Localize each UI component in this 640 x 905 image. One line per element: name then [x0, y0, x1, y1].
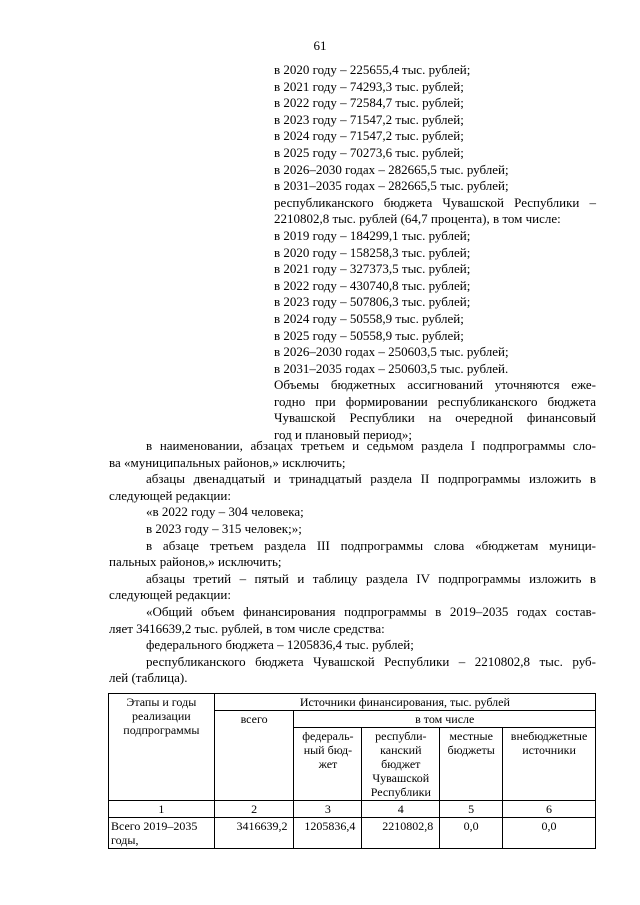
header-republic: республи-канский бюджет Чувашской Республики	[362, 728, 440, 801]
text-line: в 2023 году – 71547,2 тыс. рублей;	[274, 111, 464, 127]
text-line: республиканского бюджета Чувашской Республики –	[274, 194, 596, 210]
column-number: 1	[109, 801, 215, 818]
header-including: в том числе	[294, 711, 596, 728]
text-line: в 2026–2030 годах – 250603,5 тыс. рублей;	[274, 344, 509, 360]
text-line: лей (таблица).	[109, 670, 188, 686]
row-label: Всего 2019–2035 годы,	[109, 818, 215, 849]
column-number: 6	[503, 801, 596, 818]
text-line: в 2022 году – 430740,8 тыс. рублей;	[274, 277, 471, 293]
header-extra-budget: внебюджетные источники	[503, 728, 596, 801]
text-line: в 2020 году – 225655,4 тыс. рублей;	[274, 62, 471, 77]
column-number: 2	[214, 801, 294, 818]
text-line: в абзаце третьем раздела III подпрограммы слова «бюджетам муници-	[146, 537, 596, 553]
column-number: 4	[362, 801, 440, 818]
text-line: федерального бюджета – 1205836,4 тыс. рублей;	[146, 637, 414, 653]
column-numbers-row	[109, 801, 596, 818]
text-line: в 2031–2035 годах – 282665,5 тыс. рублей;	[274, 178, 509, 194]
text-line: в 2023 году – 507806,3 тыс. рублей;	[274, 294, 471, 310]
text-line: в 2025 году – 70273,6 тыс. рублей;	[274, 144, 464, 160]
cell-total: 3416639,2	[214, 818, 294, 849]
text-line: абзацы двенадцатый и тринадцатый раздела II подпрограммы изложить в	[146, 471, 596, 487]
text-line: в наименовании, абзацах третьем и седьмом раздела I подпрограммы сло-	[146, 438, 596, 453]
text-line: «Общий объем финансирования подпрограммы в 2019–2035 годах состав-	[146, 603, 596, 619]
text-line: следующей редакции:	[109, 587, 231, 603]
text-line: республиканского бюджета Чувашской Республики – 2210802,8 тыс. руб-	[146, 653, 596, 669]
text-line: следующей редакции:	[109, 487, 231, 503]
text-line: в 2021 году – 327373,5 тыс. рублей;	[274, 261, 471, 277]
text-line: в 2021 году – 74293,3 тыс. рублей;	[274, 78, 464, 94]
cell-republic: 2210802,8	[362, 818, 440, 849]
cell-extra-budget: 0,0	[503, 818, 596, 849]
text-line: в 2024 году – 71547,2 тыс. рублей;	[274, 128, 464, 144]
text-line: в 2026–2030 годах – 282665,5 тыс. рублей;	[274, 161, 509, 177]
text-line: в 2024 году – 50558,9 тыс. рублей;	[274, 310, 464, 326]
financing-table	[108, 693, 596, 849]
text-line: ва «муниципальных районов,» исключить;	[109, 454, 346, 470]
cell-local: 0,0	[440, 818, 503, 849]
text-line: в 2020 году – 158258,3 тыс. рублей;	[274, 244, 471, 260]
header-federal: федераль-ный бюд-жет	[294, 728, 362, 801]
text-line: годно при формировании республиканского бюджета	[274, 393, 596, 409]
text-line: в 2025 году – 50558,9 тыс. рублей;	[274, 327, 464, 343]
financing-by-years-column	[274, 62, 596, 444]
text-line: в 2022 году – 72584,7 тыс. рублей;	[274, 95, 464, 111]
page-number: 61	[313, 38, 327, 53]
cell-federal: 1205836,4	[294, 818, 362, 849]
table-row	[109, 818, 596, 849]
column-number: 5	[440, 801, 503, 818]
header-local: местные бюджеты	[440, 728, 503, 801]
text-line: в 2031–2035 годах – 250603,5 тыс. рублей.	[274, 360, 509, 376]
header-stage: Этапы и годы реализации подпрограммы	[109, 694, 215, 801]
amendments-text	[109, 438, 596, 687]
text-line: пальных районов,» исключить;	[109, 554, 282, 570]
text-line: Чувашской Республики на очередной финансовый	[274, 410, 596, 426]
header-sources: Источники финансирования, тыс. рублей	[214, 694, 595, 711]
text-line: в 2023 году – 315 человек;»;	[146, 520, 302, 536]
text-line: абзацы третий – пятый и таблицу раздела IV подпрограммы изложить в	[146, 570, 596, 586]
text-line: ляет 3416639,2 тыс. рублей, в том числе средства:	[109, 620, 385, 636]
text-line: в 2019 году – 184299,1 тыс. рублей;	[274, 227, 471, 243]
text-line: «в 2022 году – 304 человека;	[146, 504, 304, 520]
text-line: 2210802,8 тыс. рублей (64,7 процента), в том числе:	[274, 211, 561, 227]
text-line: год и плановый период»;	[274, 427, 412, 443]
column-number: 3	[294, 801, 362, 818]
text-line: Объемы бюджетных ассигнований уточняются еже-	[274, 377, 596, 393]
header-total: всего	[214, 711, 294, 801]
